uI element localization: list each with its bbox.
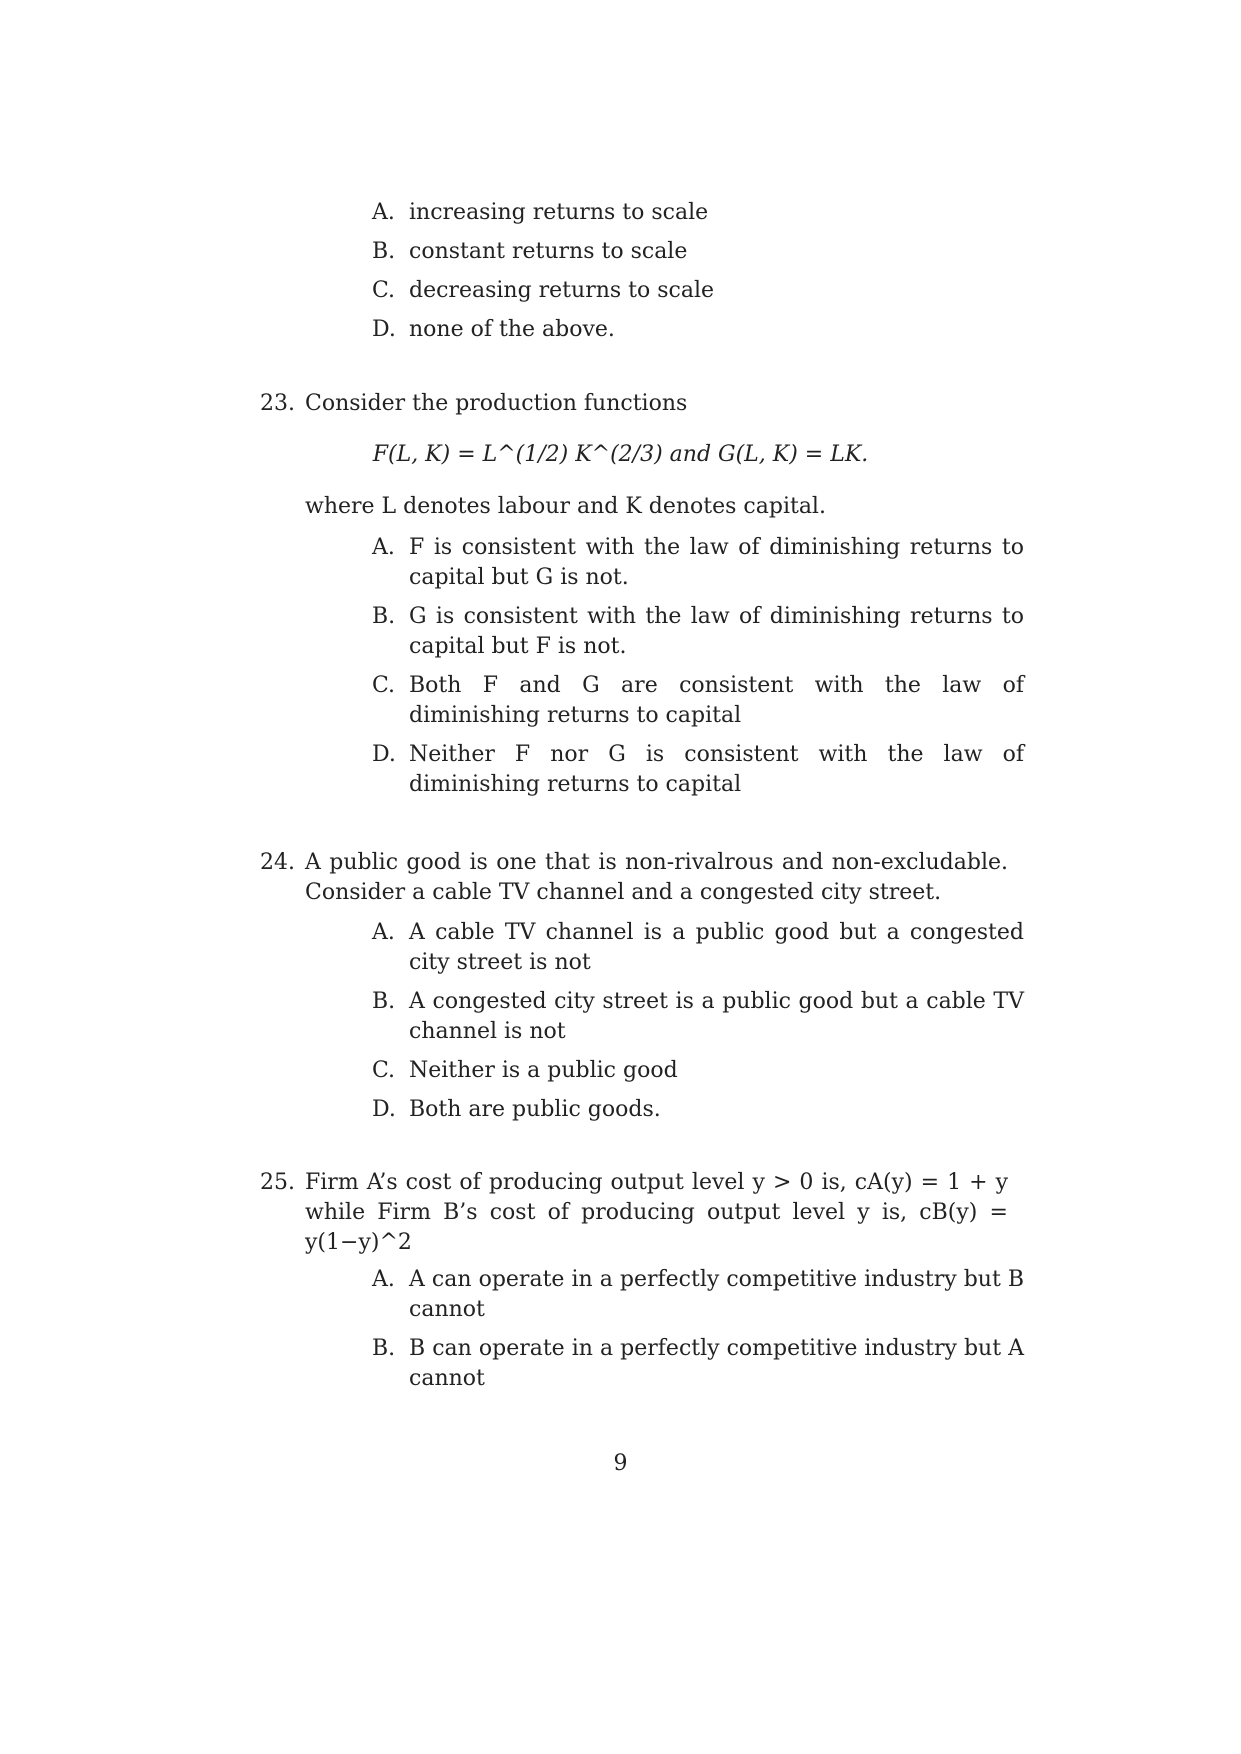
question-number: 23. — [260, 391, 295, 416]
option-text: none of the above. — [409, 317, 615, 342]
option-label: B. — [372, 1336, 396, 1361]
option-text: Both F and G are consistent with the law of diminishing returns to capital — [409, 673, 1024, 728]
option-label: D. — [372, 317, 396, 342]
option-label: A. — [372, 535, 395, 560]
question-number: 24. — [260, 850, 295, 875]
option-label: D. — [372, 742, 396, 767]
equation-text: F(L, K) = L^(1/2) K^(2/3) and G(L, K) = LK. — [372, 442, 869, 467]
option-label: D. — [372, 1097, 396, 1122]
option-text: constant returns to scale — [409, 239, 688, 264]
option-text: Neither F nor G is consistent with the law of diminishing returns to capital — [409, 742, 1024, 797]
question-note: where L denotes labour and K denotes capital. — [305, 494, 826, 519]
option-label: C. — [372, 1058, 396, 1083]
option-text: increasing returns to scale — [409, 200, 709, 225]
question-number: 25. — [260, 1170, 295, 1195]
option-text: A congested city street is a public good but a cable TV channel is not — [409, 989, 1024, 1044]
question-stem: A public good is one that is non-rivalrous and non-excludable. Consider a cable TV channel and a congested city street. — [305, 850, 1008, 905]
option-label: C. — [372, 673, 396, 698]
option-label: A. — [372, 1267, 395, 1292]
option-text: A cable TV channel is a public good but a congested city street is not — [409, 920, 1024, 975]
option-text: F is consistent with the law of diminishing returns to capital but G is not. — [409, 535, 1024, 590]
page-number: 9 — [613, 1451, 628, 1476]
option-label: A. — [372, 200, 395, 225]
production-functions-equation — [0, 440, 1241, 470]
option-text: Both are public goods. — [409, 1097, 661, 1122]
option-label: B. — [372, 239, 396, 264]
question-stem: Consider the production functions — [305, 391, 688, 416]
option-text: decreasing returns to scale — [409, 278, 715, 303]
option-label: B. — [372, 604, 396, 629]
option-text: G is consistent with the law of diminishing returns to capital but F is not. — [409, 604, 1024, 659]
option-text: B can operate in a perfectly competitive industry but A cannot — [409, 1336, 1024, 1391]
option-label: B. — [372, 989, 396, 1014]
option-label: C. — [372, 278, 396, 303]
option-label: A. — [372, 920, 395, 945]
question-stem: Firm A’s cost of producing output level y > 0 is, cA(y) = 1 + y while Firm B’s cost of producing output level y is, cB(y) = y(1−y)^2 — [305, 1170, 1008, 1255]
option-text: Neither is a public good — [409, 1058, 678, 1083]
option-text: A can operate in a perfectly competitive industry but B cannot — [409, 1267, 1024, 1322]
